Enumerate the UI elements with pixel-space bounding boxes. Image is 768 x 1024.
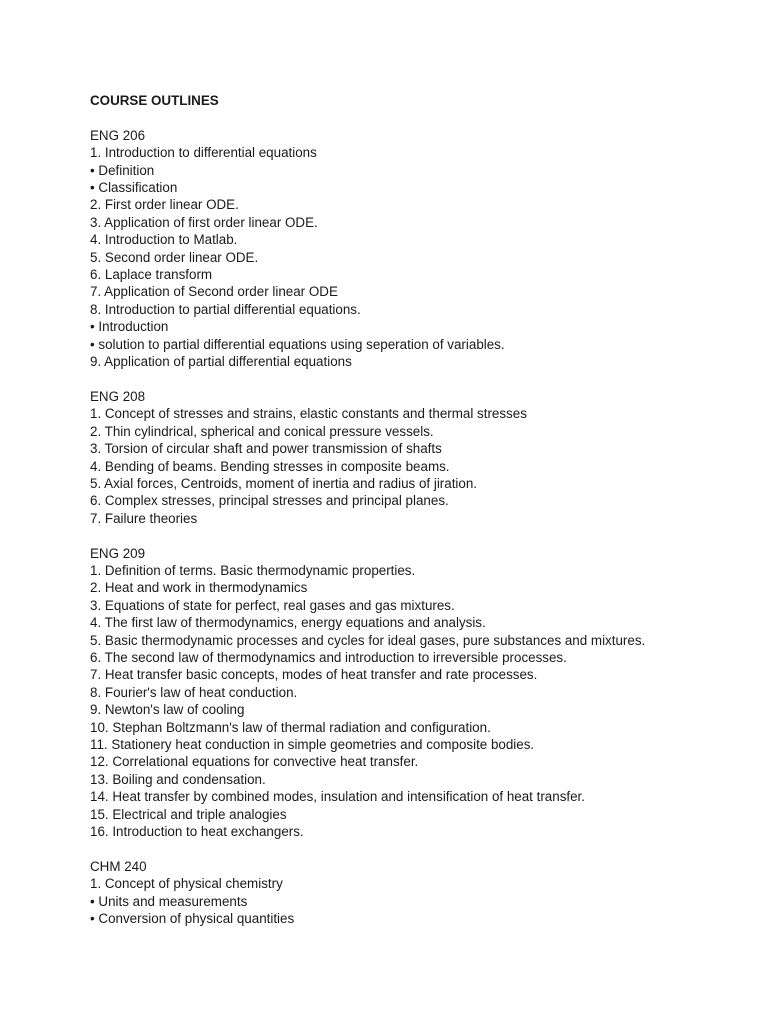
course-code: ENG 208 (90, 388, 146, 404)
outline-item: 7. Failure theories (90, 510, 198, 526)
outline-item: 1. Definition of terms. Basic thermodynamic properties. (90, 562, 416, 578)
outline-item: 11. Stationery heat conduction in simple geometries and composite bodies. (90, 736, 535, 752)
document-title: COURSE OUTLINES (90, 93, 219, 108)
outline-item: 6. Complex stresses, principal stresses and principal planes. (90, 493, 449, 509)
outline-item: • Units and measurements (90, 893, 248, 909)
outline-item: 4. Introduction to Matlab. (90, 232, 238, 248)
outline-item: 4. The first law of thermodynamics, energy equations and analysis. (90, 615, 486, 631)
outline-item: 16. Introduction to heat exchangers. (90, 824, 304, 840)
outline-item: 15. Electrical and triple analogies (90, 806, 287, 822)
course-eng-206 (90, 127, 750, 371)
outline-item: 2. First order linear ODE. (90, 197, 239, 213)
outline-item: 8. Fourier's law of heat conduction. (90, 684, 298, 700)
course-code: CHM 240 (90, 858, 147, 874)
outline-item: 2. Thin cylindrical, spherical and conical pressure vessels. (90, 423, 434, 439)
outline-item: • Introduction (90, 319, 169, 335)
outline-item: 3. Torsion of circular shaft and power transmission of shafts (90, 441, 442, 457)
outline-item: 9. Application of partial differential equations (90, 354, 352, 370)
outline-item: 8. Introduction to partial differential equations. (90, 301, 361, 317)
outline-item: 12. Correlational equations for convective heat transfer. (90, 754, 419, 770)
outline-item: 5. Second order linear ODE. (90, 249, 259, 265)
outline-item: 3. Equations of state for perfect, real gases and gas mixtures. (90, 597, 455, 613)
outline-item: 10. Stephan Boltzmann's law of thermal radiation and configuration. (90, 719, 491, 735)
outline-item: 1. Concept of physical chemistry (90, 876, 283, 892)
outline-item: 9. Newton's law of cooling (90, 702, 245, 718)
outline-item: 3. Application of first order linear ODE. (90, 214, 318, 230)
course-code: ENG 206 (90, 127, 146, 143)
course-chm-240 (90, 858, 750, 928)
outline-item: 1. Introduction to differential equations (90, 145, 317, 161)
outline-item: • Definition (90, 162, 155, 178)
outline-item: 6. The second law of thermodynamics and introduction to irreversible processes. (90, 649, 567, 665)
outline-item: 6. Laplace transform (90, 267, 213, 283)
outline-item: 5. Axial forces, Centroids, moment of inertia and radius of jiration. (90, 475, 478, 491)
course-code: ENG 209 (90, 545, 146, 561)
outline-item: • Conversion of physical quantities (90, 911, 295, 927)
outline-item: 1. Concept of stresses and strains, elastic constants and thermal stresses (90, 406, 527, 422)
course-eng-209 (90, 545, 750, 841)
outline-item: 5. Basic thermodynamic processes and cycles for ideal gases, pure substances and mixtures. (90, 632, 646, 648)
outline-item: 13. Boiling and condensation. (90, 771, 266, 787)
course-eng-208 (90, 388, 750, 527)
outline-item: 2. Heat and work in thermodynamics (90, 580, 308, 596)
outline-item: • Classification (90, 180, 178, 196)
outline-item: 14. Heat transfer by combined modes, insulation and intensification of heat transfer. (90, 789, 585, 805)
outline-item: • solution to partial differential equations using seperation of variables. (90, 336, 505, 352)
outline-item: 7. Heat transfer basic concepts, modes of heat transfer and rate processes. (90, 667, 538, 683)
outline-item: 4. Bending of beams. Bending stresses in composite beams. (90, 458, 450, 474)
document-page (90, 92, 750, 945)
outline-item: 7. Application of Second order linear ODE (90, 284, 338, 300)
